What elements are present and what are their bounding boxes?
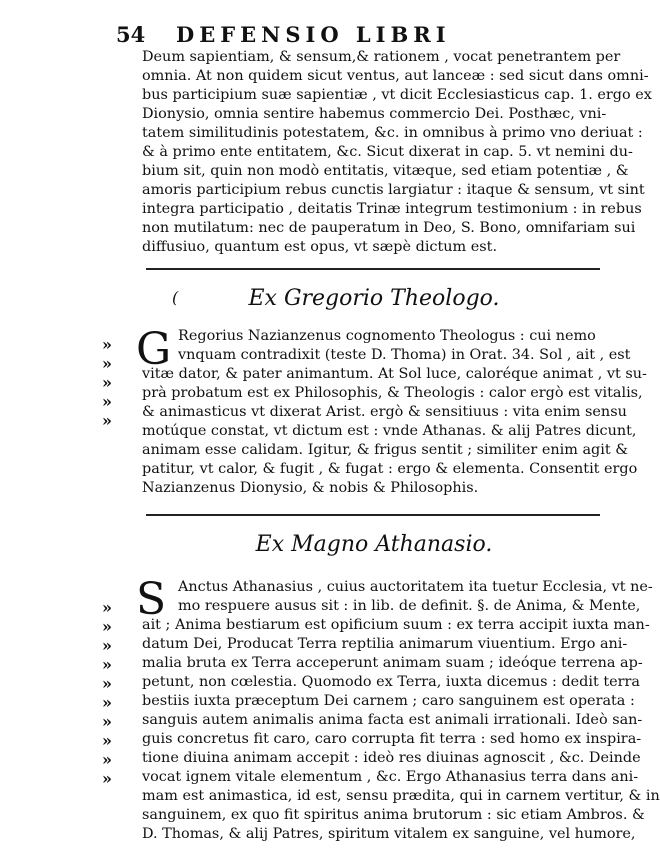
quote-mark: » [102, 731, 112, 750]
section-body-athanasio [142, 578, 660, 844]
text-line: & animasticus vt dixerat Arist. ergò & sensitiuus : vita enim sensu [142, 404, 627, 420]
text-line: Deum sapientiam, & sensum,& rationem , vocat penetrantem per [142, 49, 621, 65]
text-line: petunt, non cœlestia. Quomodo ex Terra, iuxta dicemus : dedit terra [142, 674, 640, 690]
text-line: sanguinem, ex quo fit spiritus anima brutorum : sic etiam Ambros. & [142, 807, 645, 823]
text-line: Dionysio, omnia sentire habemus commercio Dei. Posthæc, vni- [142, 106, 607, 122]
section-body-gregorio [142, 327, 647, 498]
quote-marks-gutter [102, 335, 132, 430]
quote-mark: » [102, 674, 112, 693]
text-line: diffusiuo, quantum est opus, vt sæpè dictum est. [142, 239, 498, 255]
text-line: vnquam contradixit (teste D. Thoma) in Orat. 34. Sol , ait , est [178, 347, 631, 363]
text-line: integra participatio , deitatis Trinæ integrum testimonium : in rebus [142, 201, 642, 217]
running-head: DEFENSIO LIBRI [176, 22, 451, 47]
text-line: tatem similitudinis potestatem, &c. in omnibus à primo vno deriuat : [142, 125, 643, 141]
text-line: guis concretus fit caro, caro corrupta fit terra : sed homo ex inspira- [142, 731, 642, 747]
quote-mark: » [102, 373, 112, 392]
text-line: bus participium suæ sapientiæ , vt dicit Ecclesiasticus cap. 1. ergo ex [142, 87, 652, 103]
quote-mark: » [102, 769, 112, 788]
quote-mark: » [102, 354, 112, 373]
text-line: & à primo ente entitatem, &c. Sicut dixerat in cap. 5. vt nemini du- [142, 144, 633, 160]
text-line: motúque constat, vt dictum est : vnde Athanas. & alij Patres dicunt, [142, 423, 637, 439]
text-line: bium sit, quin non modò entitatis, vitæque, sed etiam potentiæ , & [142, 163, 629, 179]
text-line: patitur, vt calor, & fugit , & fugat : ergo & elementa. Consentit ergo [142, 461, 638, 477]
section-divider-rule [146, 268, 600, 270]
text-line: sanguis autem animalis anima facta est animali irrationali. Ideò san- [142, 712, 643, 728]
quote-mark: » [102, 335, 112, 354]
quote-mark: » [102, 392, 112, 411]
text-line: mo respuere ausus sit : in lib. de definit. §. de Anima, & Mente, [178, 598, 641, 614]
text-line: tione diuina animam accepit : ideò res diuinas agnoscit , &c. Deinde [142, 750, 641, 766]
text-line: Nazianzenus Dionysio, & nobis & Philosophis. [142, 480, 479, 496]
text-line: mam est animastica, id est, sensu prædita, qui in carnem vertitur, & in [142, 788, 660, 804]
text-line: bestiis iuxta præceptum Dei carnem ; caro sanguinem est operata : [142, 693, 635, 709]
text-line: non mutilatum: nec de pauperatum in Deo, S. Bono, omnifariam sui [142, 220, 636, 236]
page-header [116, 20, 516, 50]
section-title-athanasio: Ex Magno Athanasio. [255, 532, 493, 557]
quote-mark: » [102, 712, 112, 731]
quote-mark: » [102, 750, 112, 769]
text-line: Anctus Athanasius , cuius auctoritatem ita tuetur Ecclesia, vt ne- [178, 579, 653, 595]
quote-marks-gutter [102, 598, 132, 788]
quote-mark: » [102, 411, 112, 430]
text-line: amoris participium rebus cunctis largiatur : itaque & sensum, vt sint [142, 182, 645, 198]
page-number: 54 [116, 22, 146, 47]
quote-mark: » [102, 693, 112, 712]
quote-mark: » [102, 636, 112, 655]
text-line: vitæ dator, & pater animantum. At Sol luce, caloréque animat , vt su- [142, 366, 647, 382]
text-line: omnia. At non quidem sicut ventus, aut lanceæ : sed sicut dans omni- [142, 68, 649, 84]
text-line: D. Thomas, & alij Patres, spiritum vitalem ex sanguine, vel humore, [142, 826, 636, 842]
text-line: Regorius Nazianzenus cognomento Theologus : cui nemo [178, 328, 596, 344]
drop-capital-g: G [136, 324, 172, 375]
text-line: datum Dei, Producat Terra reptilia animarum viuentium. Ergo ani- [142, 636, 628, 652]
quote-mark: » [102, 598, 112, 617]
quote-mark: » [102, 617, 112, 636]
margin-mark: ( [172, 288, 179, 307]
text-line: vocat ignem vitale elementum , &c. Ergo Athanasius terra dans ani- [142, 769, 639, 785]
quote-mark: » [102, 655, 112, 674]
section-divider-rule [146, 514, 600, 516]
section-title-gregorio: Ex Gregorio Theologo. [248, 286, 500, 311]
text-line: malia bruta ex Terra acceperunt animam suam ; ideóque terrena ap- [142, 655, 643, 671]
text-line: animam esse calidam. Igitur, & frigus sentit ; similiter enim agit & [142, 442, 629, 458]
drop-capital-s: S [136, 574, 167, 625]
intro-paragraph [142, 48, 652, 257]
text-line: prà probatum est ex Philosophis, & Theologis : calor ergò est vitalis, [142, 385, 643, 401]
text-line: ait ; Anima bestiarum est opificium suum : ex terra accipit iuxta man- [142, 617, 650, 633]
